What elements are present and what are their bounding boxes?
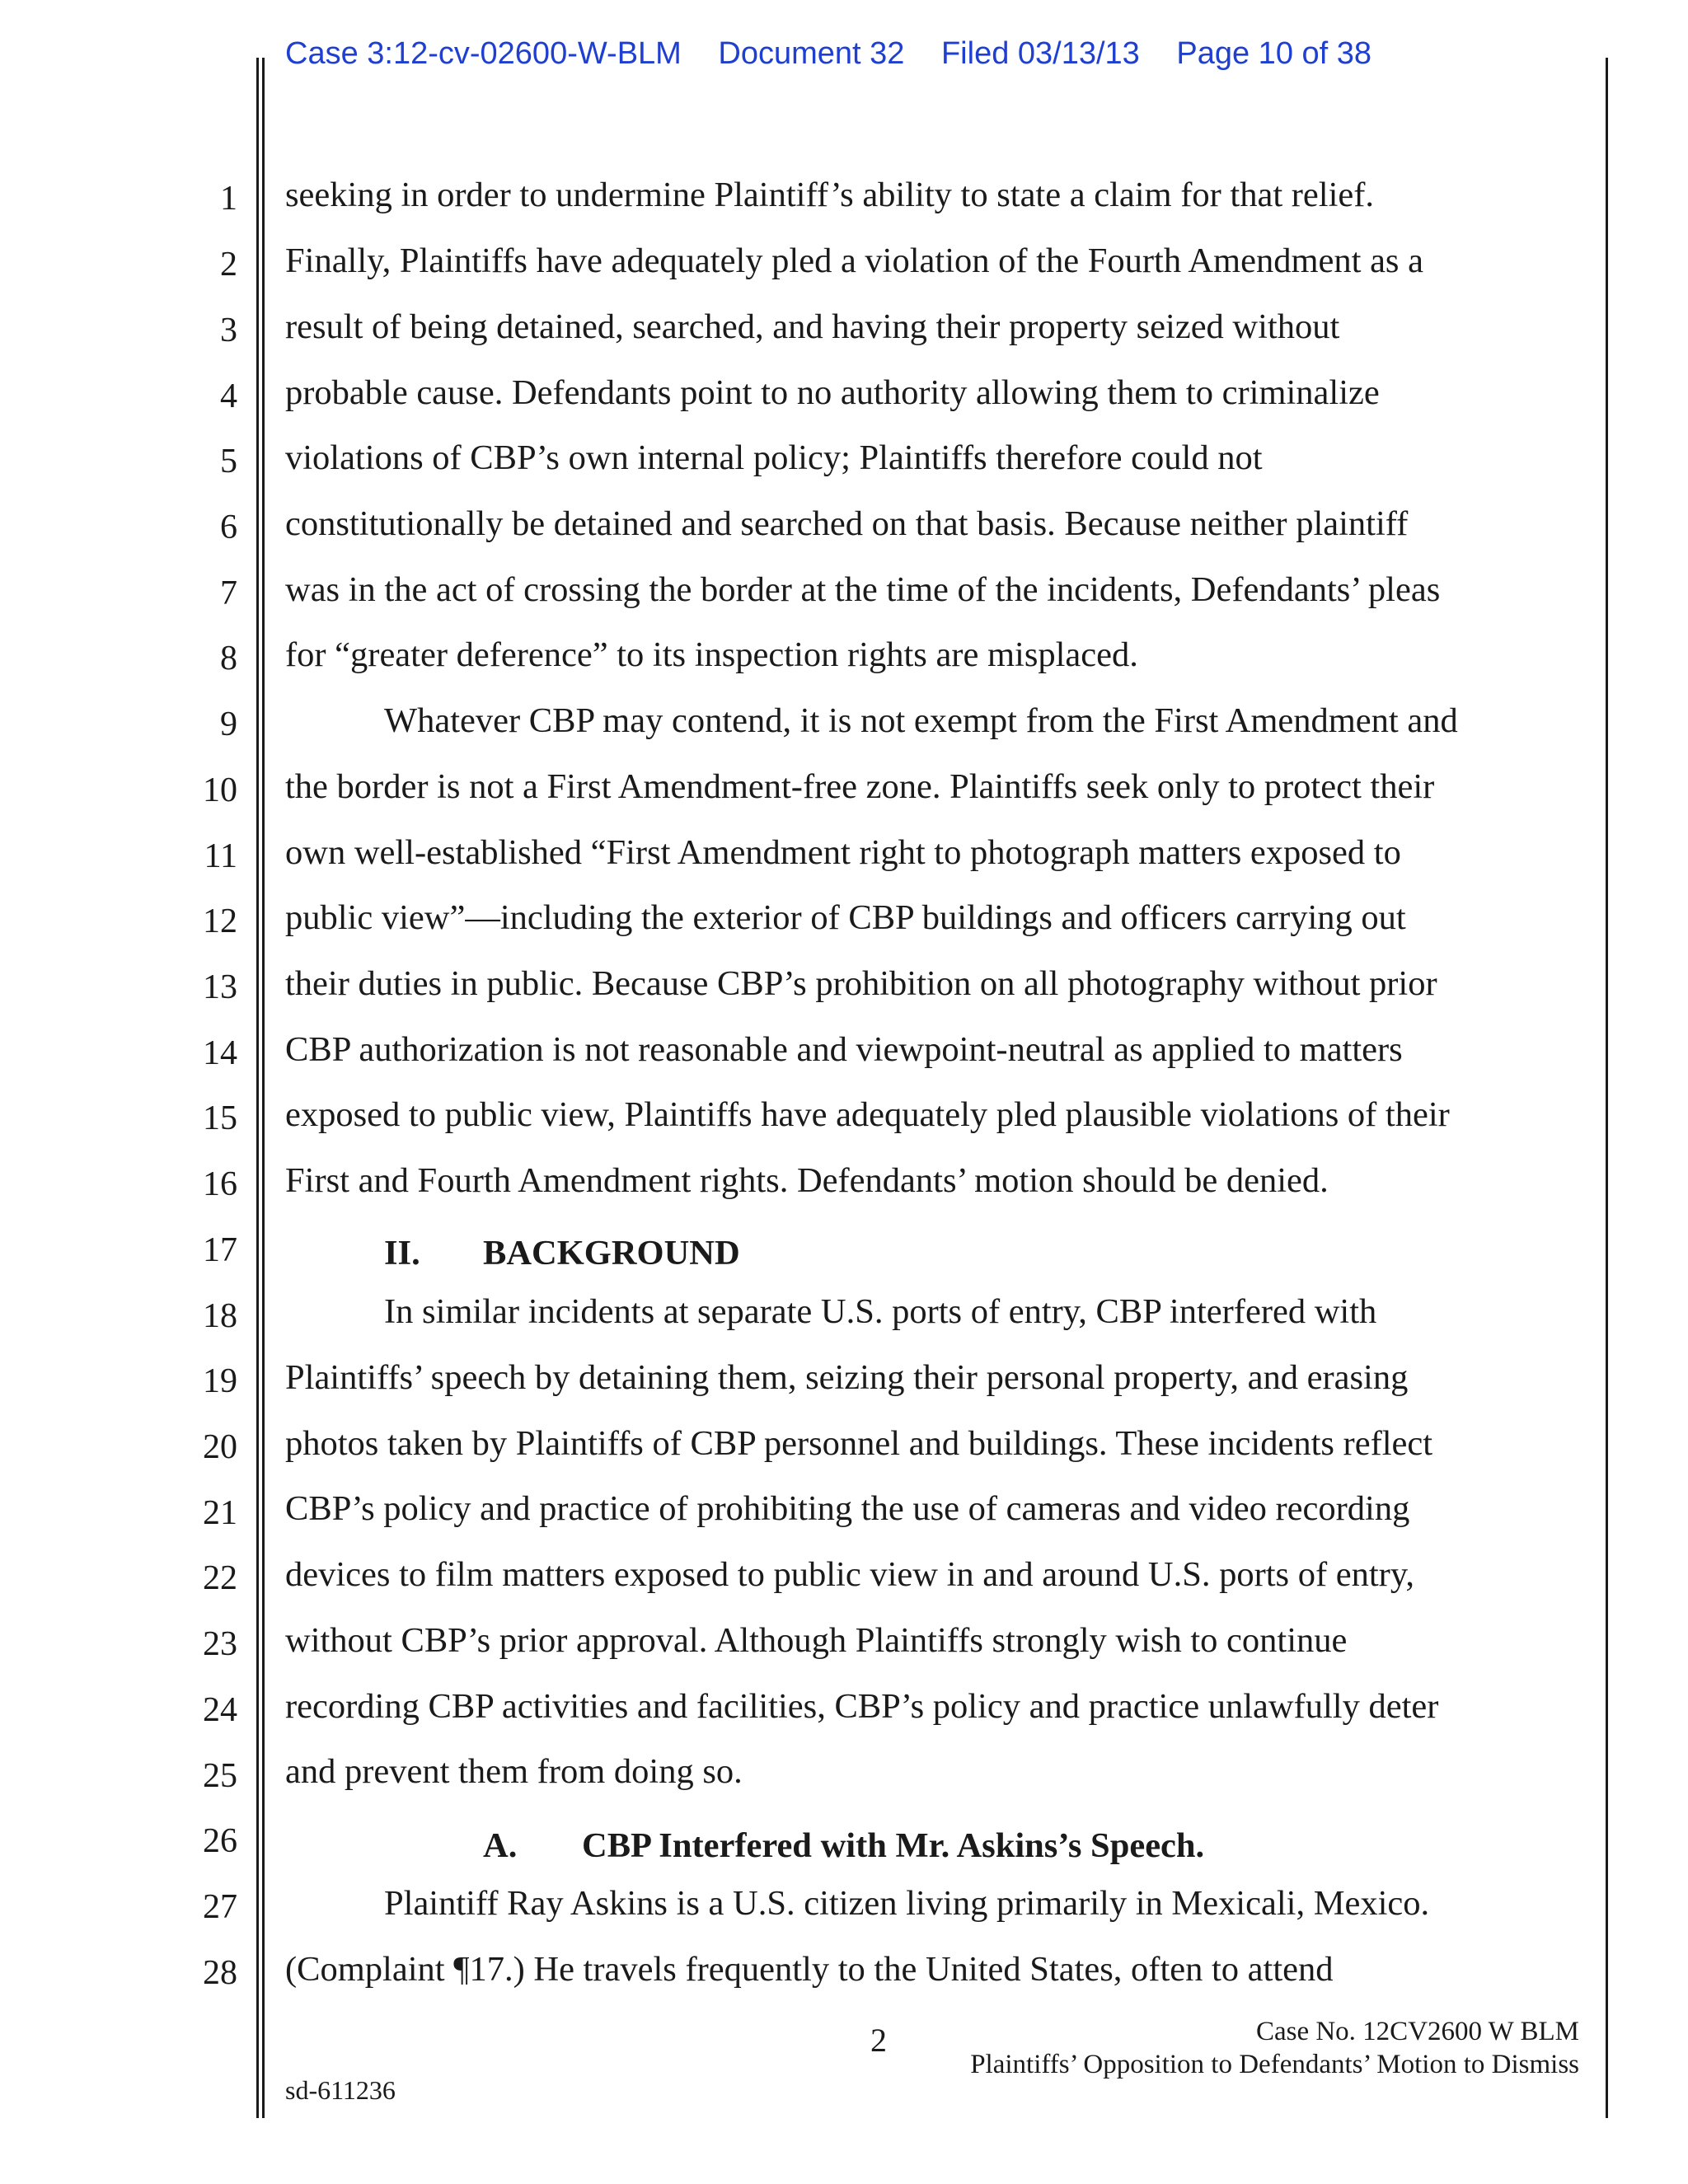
subsection-heading-title: CBP Interfered with Mr. Askins’s Speech. [582, 1826, 1205, 1865]
body-line: for “greater deference” to its inspection rights are misplaced. [285, 635, 1138, 674]
body-line: exposed to public view, Plaintiffs have adequately pled plausible violations of their [285, 1095, 1450, 1134]
line-number: 2 [220, 246, 237, 284]
line-number: 9 [220, 705, 237, 743]
left-margin-rule-inner [262, 58, 265, 2118]
line-number: 19 [203, 1362, 237, 1400]
body-line: probable cause. Defendants point to no authority allowing them to criminalize [285, 373, 1380, 412]
section-heading-background [384, 1236, 740, 1272]
line-number: 14 [203, 1034, 237, 1072]
line-number: 28 [203, 1954, 237, 1992]
case-number: Case 3:12-cv-02600-W-BLM [285, 36, 682, 71]
line-number: 20 [203, 1428, 237, 1466]
section-heading-number: II. [384, 1234, 420, 1272]
line-number: 25 [203, 1757, 237, 1795]
line-number: 13 [203, 968, 237, 1006]
body-line: CBP’s policy and practice of prohibiting the use of cameras and video recording [285, 1489, 1410, 1528]
body-line: CBP authorization is not reasonable and viewpoint-neutral as applied to matters [285, 1030, 1403, 1069]
body-line: the border is not a First Amendment-free zone. Plaintiffs seek only to protect their [285, 767, 1435, 806]
line-number: 15 [203, 1099, 237, 1137]
paragraph-first-line: In similar incidents at separate U.S. ports of entry, CBP interfered with [384, 1292, 1377, 1331]
body-line: photos taken by Plaintiffs of CBP personnel and buildings. These incidents reflect [285, 1424, 1433, 1463]
paragraph-first-line: Plaintiff Ray Askins is a U.S. citizen living primarily in Mexicali, Mexico. [384, 1884, 1430, 1923]
line-number: 21 [203, 1494, 237, 1532]
page-indicator: Page 10 of 38 [1176, 36, 1372, 71]
page-number: 2 [870, 2022, 887, 2059]
body-line: devices to film matters exposed to public view in and around U.S. ports of entry, [285, 1555, 1414, 1594]
line-number: 6 [220, 509, 237, 546]
line-number: 5 [220, 443, 237, 480]
line-number: 11 [204, 837, 237, 875]
subsection-heading-letter: A. [483, 1826, 518, 1865]
line-number: 17 [203, 1231, 237, 1269]
body-line: (Complaint ¶17.) He travels frequently to the United States, often to attend [285, 1950, 1334, 1989]
line-number: 24 [203, 1691, 237, 1729]
body-line: recording CBP activities and facilities, CBP’s policy and practice unlawfully deter [285, 1687, 1439, 1726]
body-line: public view”—including the exterior of CBP buildings and officers carrying out [285, 898, 1406, 937]
footer-document-id: sd-611236 [285, 2075, 396, 2105]
line-number: 1 [220, 180, 237, 218]
footer-case-number: Case No. 12CV2600 W BLM [1255, 2017, 1579, 2046]
body-line: violations of CBP’s own internal policy; Plaintiffs therefore could not [285, 438, 1263, 477]
body-line: their duties in public. Because CBP’s prohibition on all photography without prior [285, 964, 1437, 1003]
right-margin-rule [1606, 58, 1608, 2118]
line-number: 3 [220, 312, 237, 349]
line-number: 18 [203, 1297, 237, 1335]
body-line: and prevent them from doing so. [285, 1752, 743, 1791]
line-number: 4 [220, 377, 237, 415]
line-number: 27 [203, 1888, 237, 1926]
line-number: 7 [220, 574, 237, 612]
body-line: own well-established “First Amendment right to photograph matters exposed to [285, 833, 1401, 872]
paragraph-first-line: Whatever CBP may contend, it is not exempt from the First Amendment and [384, 701, 1458, 740]
line-number: 22 [203, 1559, 237, 1597]
body-line: result of being detained, searched, and having their property seized without [285, 307, 1340, 346]
body-line: without CBP’s prior approval. Although Plaintiffs strongly wish to continue [285, 1621, 1348, 1660]
subsection-heading-askins [483, 1826, 1205, 1865]
case-header [285, 36, 1400, 72]
body-line: seeking in order to undermine Plaintiff’s ability to state a claim for that relief. [285, 176, 1375, 214]
body-line: First and Fourth Amendment rights. Defendants’ motion should be denied. [285, 1161, 1329, 1200]
line-number: 10 [203, 771, 237, 809]
line-number: 23 [203, 1625, 237, 1663]
section-heading-title: BACKGROUND [483, 1234, 740, 1272]
line-number: 8 [220, 640, 237, 677]
filed-date: Filed 03/13/13 [940, 36, 1140, 71]
line-number: 16 [203, 1165, 237, 1203]
footer-document-title: Plaintiffs’ Opposition to Defendants’ Motion to Dismiss [970, 2050, 1579, 2079]
line-number: 26 [203, 1822, 237, 1860]
body-line: constitutionally be detained and searched on that basis. Because neither plaintiff [285, 504, 1409, 543]
document-number: Document 32 [718, 36, 905, 71]
line-number: 12 [203, 902, 237, 940]
body-line: was in the act of crossing the border at the time of the incidents, Defendants’ pleas [285, 570, 1441, 609]
body-line: Plaintiffs’ speech by detaining them, seizing their personal property, and erasing [285, 1358, 1409, 1397]
left-margin-rule-outer [256, 58, 259, 2118]
body-line: Finally, Plaintiffs have adequately pled a violation of the Fourth Amendment as a [285, 241, 1423, 280]
